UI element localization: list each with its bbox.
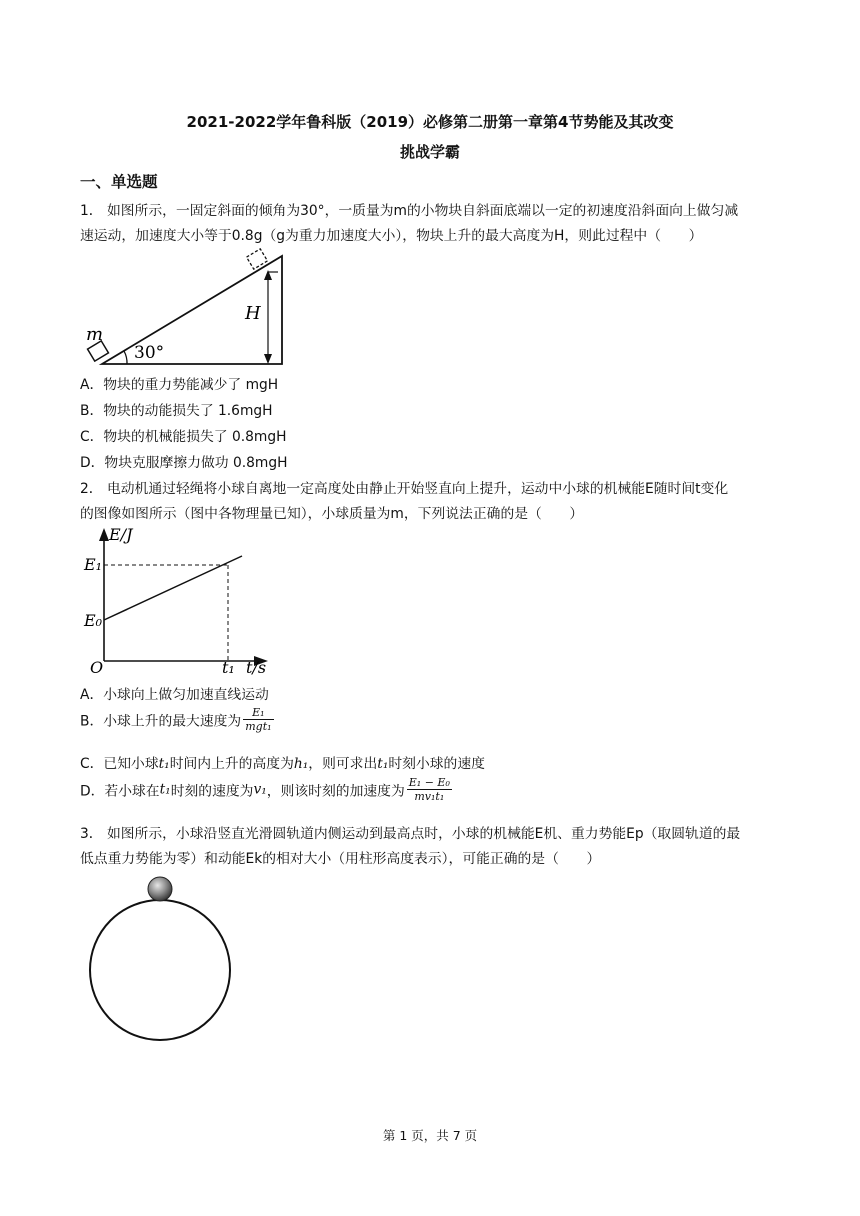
q2-stem-line1: 2． 电动机通过轻绳将小球自离地一定高度处由静止开始竖直向上提升，运动中小球的机械能E随时间t变化 bbox=[80, 481, 729, 497]
graph-xlabel: t/s bbox=[246, 658, 267, 676]
graph-origin-label: O bbox=[90, 658, 104, 676]
q1-stem-line1: 1． 如图所示，一固定斜面的倾角为30°，一质量为m的小物块自斜面底端以一定的初速度沿斜面向上做匀减 bbox=[80, 203, 739, 219]
q2-stem-line2: 的图像如图所示（图中各物理量已知），小球质量为m，下列说法正确的是（ ） bbox=[80, 506, 584, 522]
graph-ylabel: E/J bbox=[109, 525, 133, 544]
q2-option-d-text1: D．若小球在 bbox=[80, 783, 160, 800]
fig1-angle-label: 30° bbox=[134, 343, 165, 363]
q2-option-c bbox=[80, 752, 485, 772]
q3-stem-line2: 低点重力势能为零）和动能Ek的相对大小（用柱形高度表示），可能正确的是（ ） bbox=[80, 851, 601, 867]
incline-figure bbox=[82, 248, 292, 370]
graph-t1-label: t₁ bbox=[222, 658, 235, 676]
q2-option-a: A．小球向上做匀加速直线运动 bbox=[80, 687, 269, 703]
graph-e0-label: E₀ bbox=[84, 611, 103, 630]
q2-option-b bbox=[80, 706, 274, 733]
q2-option-d-fraction bbox=[407, 776, 452, 803]
fig1-height-label: H bbox=[245, 303, 261, 324]
q2-option-d-denominator: mv₁t₁ bbox=[414, 790, 445, 803]
q2-option-b-numerator: E₁ bbox=[243, 706, 273, 720]
energy-time-graph bbox=[82, 524, 282, 676]
page-subtitle: 挑战学霸 bbox=[399, 143, 460, 161]
q2-option-b-denominator: mgt₁ bbox=[245, 720, 272, 733]
q2-option-d-text3: ，则该时刻的加速度为 bbox=[266, 783, 405, 800]
q2-option-d-numerator: E₁ − E₀ bbox=[408, 776, 450, 789]
q2-option-c-text3: ，则可求出 bbox=[308, 756, 378, 772]
circular-track-figure bbox=[86, 872, 236, 1052]
graph-e1-label: E₁ bbox=[84, 555, 103, 574]
fig1-mass-label: m bbox=[86, 324, 104, 345]
page-title: 2021-2022学年鲁科版（2019）必修第二册第一章第4节势能及其改变 bbox=[186, 113, 674, 131]
q3-stem-line1: 3． 如图所示，小球沿竖直光滑圆轨道内侧运动到最高点时，小球的机械能E机、重力势能Ep（取圆轨道的最 bbox=[80, 826, 741, 842]
q1-option-c: C．物块的机械能损失了 0.8mgH bbox=[80, 429, 287, 445]
q2-option-d-t1: t₁ bbox=[159, 781, 171, 798]
q2-option-c-text4: 时刻小球的速度 bbox=[388, 756, 485, 772]
q2-option-d-v1: v₁ bbox=[253, 781, 267, 798]
q1-option-d: D．物块克服摩擦力做功 0.8mgH bbox=[80, 455, 288, 471]
q2-option-d bbox=[80, 776, 452, 803]
q2-option-c-t1b: t₁ bbox=[377, 756, 389, 772]
q2-option-c-h1: h₁ bbox=[293, 756, 309, 772]
circular-track bbox=[90, 900, 230, 1040]
q2-option-c-text2: 时间内上升的高度为 bbox=[169, 756, 294, 772]
q2-option-b-text: B．小球上升的最大速度为 bbox=[80, 713, 242, 730]
q2-option-c-t1: t₁ bbox=[158, 756, 170, 772]
q1-stem-line2: 速运动，加速度大小等于0.8g（g为重力加速度大小），物块上升的最大高度为H，则此过程中（ ） bbox=[80, 228, 703, 244]
q2-option-b-fraction bbox=[243, 706, 273, 733]
q1-option-b: B．物块的动能损失了 1.6mgH bbox=[80, 403, 273, 419]
page-footer: 第 1 页，共 7 页 bbox=[382, 1128, 478, 1143]
energy-line bbox=[104, 556, 242, 620]
q2-option-c-text1: C．已知小球 bbox=[80, 756, 159, 772]
ball bbox=[148, 877, 172, 901]
q1-option-a: A．物块的重力势能减少了 mgH bbox=[80, 377, 279, 393]
q2-option-d-text2: 时刻的速度为 bbox=[170, 783, 254, 800]
section-heading: 一、单选题 bbox=[80, 173, 158, 191]
